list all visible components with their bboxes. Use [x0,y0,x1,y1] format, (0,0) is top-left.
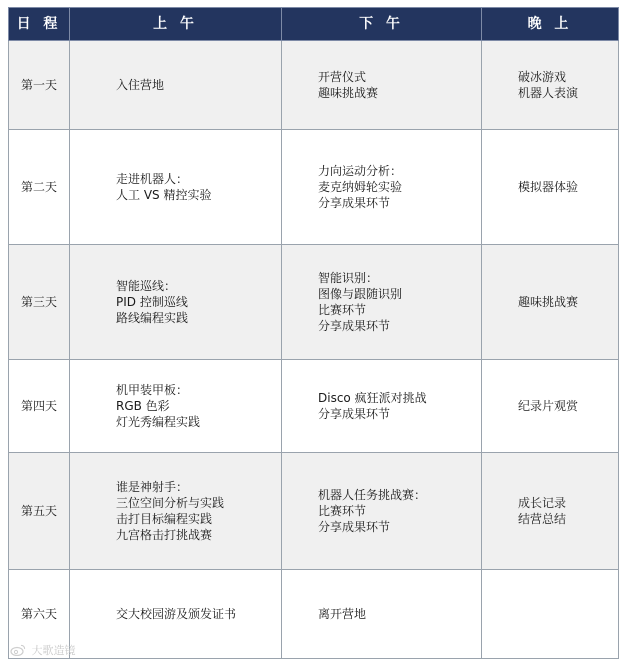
morning-cell [70,360,282,453]
afternoon-cell [282,41,482,130]
day-cell: 第五天 [9,453,70,570]
activity-line: 分享成果环节 [318,520,391,534]
schedule-row [9,130,619,245]
activity-line: 开营仪式 [318,70,367,84]
morning-cell [70,245,282,360]
schedule-row [9,41,619,130]
activity-line: Disco 疯狂派对挑战 [318,391,427,405]
activity-line: 谁是神射手： [116,480,189,494]
activity-line: 机甲装甲板： [116,383,189,397]
activity-line: 机器人任务挑战赛： [318,488,427,502]
morning-cell [70,570,282,659]
afternoon-cell [282,130,482,245]
activity-line: 三位空间分析与实践 [116,496,225,510]
evening-cell [482,570,619,659]
activity-line: 走进机器人： [116,172,189,186]
activity-line: 人工 VS 精控实验 [116,188,212,202]
activity-line: 交大校园游及颁发证书 [116,607,237,621]
activity-line: 击打目标编程实践 [116,512,213,526]
activity-line: 麦克纳姆轮实验 [318,180,403,194]
afternoon-cell [282,360,482,453]
activity-line: 比赛环节 [318,303,367,317]
activity-line: 分享成果环节 [318,407,391,421]
day-cell: 第二天 [9,130,70,245]
activity-line: 入住营地 [116,78,165,92]
morning-cell [70,130,282,245]
schedule-row [9,245,619,360]
day-cell: 第四天 [9,360,70,453]
activity-line: 纪录片观赏 [518,399,579,413]
afternoon-cell [282,245,482,360]
activity-line: 趣味挑战赛 [518,295,579,309]
activity-line: 分享成果环节 [318,319,391,333]
activity-line: 灯光秀编程实践 [116,415,201,429]
activity-line: 智能识别： [318,271,379,285]
header-evening: 晚 上 [482,8,619,41]
activity-line: 分享成果环节 [318,196,391,210]
evening-cell [482,245,619,360]
day-cell: 第六天 [9,570,70,659]
activity-line: 破冰游戏 [518,70,567,84]
evening-cell [482,41,619,130]
afternoon-cell [282,453,482,570]
watermark-text: 大歌造镜 [31,644,76,657]
schedule-row [9,453,619,570]
afternoon-cell [282,570,482,659]
activity-line: 结营总结 [518,512,567,526]
activity-line: 力向运动分析： [318,164,403,178]
activity-line: 成长记录 [518,496,567,510]
schedule-row [9,360,619,453]
morning-cell [70,41,282,130]
evening-cell [482,130,619,245]
header-schedule: 日 程 [9,8,70,41]
activity-line: RGB 色彩 [116,399,170,413]
activity-line: 图像与跟随识别 [318,287,403,301]
header-row [9,8,619,41]
header-afternoon: 下 午 [282,8,482,41]
morning-cell [70,453,282,570]
activity-line: 路线编程实践 [116,311,189,325]
activity-line: 比赛环节 [318,504,367,518]
activity-line: 模拟器体验 [518,180,579,194]
evening-cell [482,453,619,570]
activity-line: 离开营地 [318,607,367,621]
activity-line: PID 控制巡线 [116,295,188,309]
day-cell: 第三天 [9,245,70,360]
watermark [10,642,76,658]
activity-line: 智能巡线： [116,279,177,293]
activity-line: 趣味挑战赛 [318,86,379,100]
schedule-table [8,7,619,659]
day-cell: 第一天 [9,41,70,130]
header-morning: 上 午 [70,8,282,41]
weibo-icon [10,644,26,656]
activity-line: 机器人表演 [518,86,579,100]
activity-line: 九宫格击打挑战赛 [116,528,213,542]
evening-cell [482,360,619,453]
schedule-row [9,570,619,659]
